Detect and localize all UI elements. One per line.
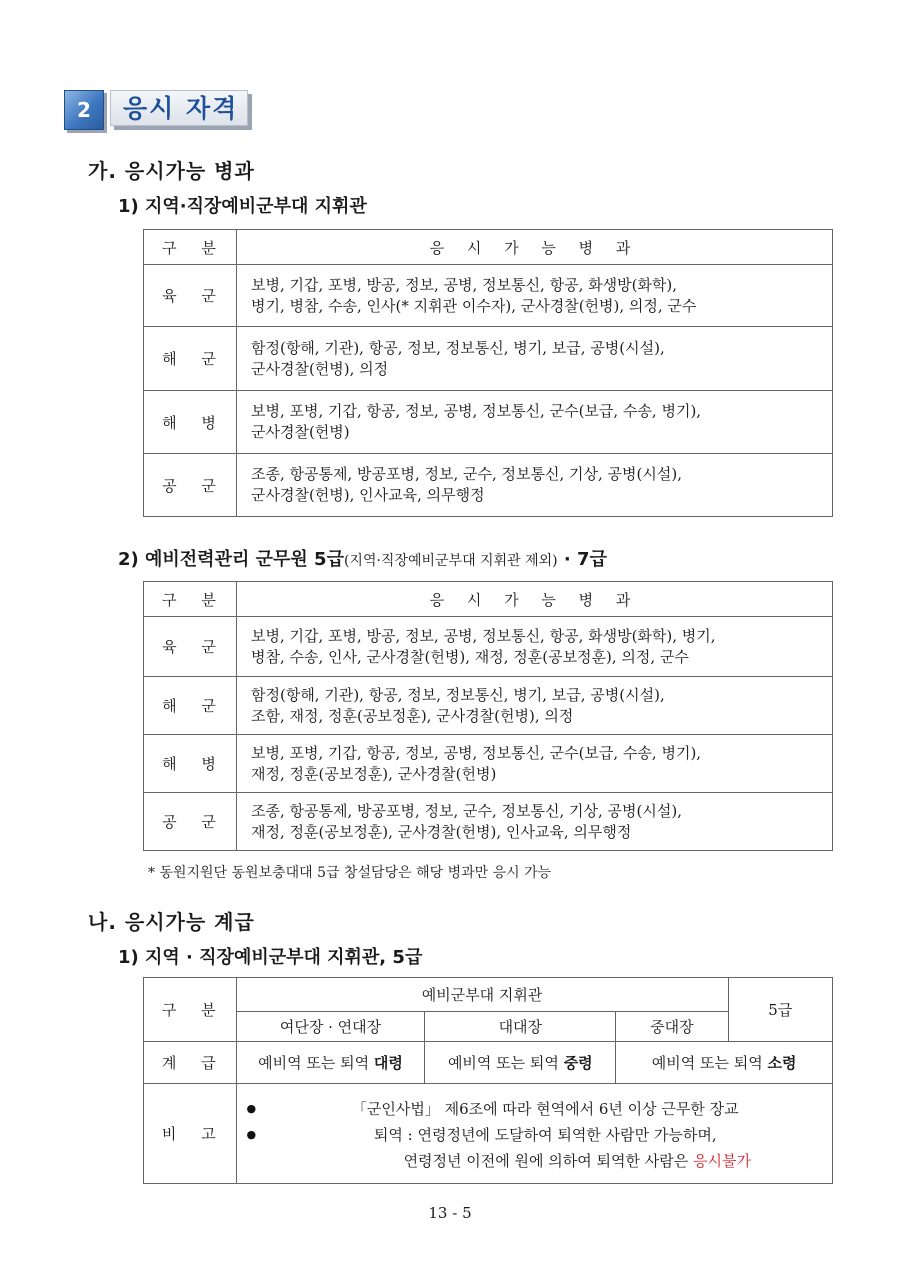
ranks-table	[143, 977, 833, 1184]
section-header	[64, 90, 254, 130]
rank-colonel	[236, 1042, 425, 1084]
remark-item: ● 퇴역 : 연령정년에 도달하여 퇴역한 사람만 가능하며,	[247, 1122, 824, 1148]
header-category: 구 분	[144, 582, 237, 617]
row-category: 해 군	[144, 677, 237, 735]
branches-line: 재정, 정훈(공보정훈), 군사경찰(헌병)	[251, 764, 497, 783]
header-branches: 응 시 가 능 병 과	[237, 582, 833, 617]
branches-line: 병참, 수송, 인사, 군사경찰(헌병), 재정, 정훈(공보정훈), 의정, 군수	[251, 647, 689, 666]
subheader-brigade-regiment: 여단장 · 연대장	[236, 1012, 425, 1042]
ranks-header-row	[144, 978, 833, 1012]
branches-line: 보병, 기갑, 포병, 방공, 정보, 공병, 정보통신, 항공, 화생방(화학),	[251, 275, 678, 294]
branches-line: 병기, 병참, 수송, 인사(* 지휘관 이수자), 군사경찰(헌병), 의정, 군수	[251, 296, 697, 315]
row-branches	[237, 391, 833, 454]
remark-highlight: 응시불가	[693, 1151, 751, 1170]
branches-line: 함정(항해, 기관), 항공, 정보, 정보통신, 병기, 보급, 공병(시설),	[251, 338, 665, 357]
section-title: 응시 자격	[110, 90, 248, 126]
row-category: 공 군	[144, 454, 237, 517]
page-number: 13 - 5	[428, 1204, 472, 1222]
branches-line: 보병, 기갑, 포병, 방공, 정보, 공병, 정보통신, 항공, 화생방(화학), 병기,	[251, 626, 716, 645]
rank-prefix: 예비역 또는 퇴역	[447, 1054, 564, 1072]
branches-table-civilian	[143, 581, 833, 851]
rank-lt-colonel	[425, 1042, 616, 1084]
rank-value: 중령	[563, 1054, 593, 1072]
branches-line: 조종, 항공통제, 방공포병, 정보, 군수, 정보통신, 기상, 공병(시설),	[251, 465, 682, 483]
row-branches	[237, 677, 833, 735]
row-branches	[237, 617, 833, 677]
header-category: 구 분	[144, 230, 237, 265]
remarks-row	[144, 1084, 833, 1184]
header-grade5: 5급	[728, 978, 832, 1042]
row-branches	[237, 327, 833, 391]
remarks-label: 비 고	[144, 1084, 237, 1184]
table-header-row	[144, 230, 833, 265]
table-row	[144, 327, 833, 391]
heading-eligible-ranks: 나. 응시가능 계급	[88, 910, 255, 934]
branches-line: 군사경찰(헌병), 의정	[251, 359, 389, 378]
branches-table-commander	[143, 229, 833, 517]
table-row	[144, 793, 833, 851]
table-row	[144, 391, 833, 454]
table-header-row	[144, 582, 833, 617]
remark-text: 연령정년 이전에 원에 의하여 퇴역한 사람은	[403, 1151, 693, 1170]
remarks-content	[236, 1084, 832, 1184]
header-branches: 응 시 가 능 병 과	[237, 230, 833, 265]
header-category: 구 분	[144, 978, 237, 1042]
row-branches	[237, 735, 833, 793]
subheader-company: 중대장	[616, 1012, 728, 1042]
header-commander: 예비군부대 지휘관	[236, 978, 728, 1012]
subheading-main: 2) 예비전력관리 군무원 5급	[118, 549, 344, 570]
branches-line: 군사경찰(헌병), 인사교육, 의무행정	[251, 486, 485, 504]
rank-value: 대령	[373, 1054, 403, 1072]
rank-prefix: 예비역 또는 퇴역	[258, 1054, 374, 1072]
branches-line: 재정, 정훈(공보정훈), 군사경찰(헌병), 인사교육, 의무행정	[251, 822, 632, 841]
branches-line: 조종, 항공통제, 방공포병, 정보, 군수, 정보통신, 기상, 공병(시설),	[251, 801, 682, 820]
row-category: 해 병	[144, 735, 237, 793]
row-branches	[237, 265, 833, 327]
heading-eligible-branches: 가. 응시가능 병과	[88, 159, 255, 183]
row-category: 육 군	[144, 265, 237, 327]
rank-prefix: 예비역 또는 퇴역	[651, 1054, 768, 1072]
row-category: 해 군	[144, 327, 237, 391]
branches-line: 조함, 재정, 정훈(공보정훈), 군사경찰(헌병), 의정	[251, 706, 574, 725]
remark-continuation	[247, 1148, 824, 1174]
row-category: 공 군	[144, 793, 237, 851]
table-row	[144, 265, 833, 327]
rank-value: 소령	[767, 1054, 797, 1072]
rank-label: 계 급	[144, 1042, 237, 1084]
subheader-battalion: 대대장	[425, 1012, 616, 1042]
table-row	[144, 677, 833, 735]
subheading-note: (지역·직장예비군부대 지휘관 제외)	[343, 553, 558, 569]
rank-major	[616, 1042, 833, 1084]
section-number-badge: 2	[64, 90, 104, 130]
subheading-reserve-commander: 1) 지역·직장예비군부대 지휘관	[118, 196, 367, 217]
row-branches	[237, 454, 833, 517]
table-row	[144, 454, 833, 517]
table-row	[144, 735, 833, 793]
row-branches	[237, 793, 833, 851]
row-category: 해 병	[144, 391, 237, 454]
ranks-row	[144, 1042, 833, 1084]
remark-item: ● 「군인사법」 제6조에 따라 현역에서 6년 이상 근무한 장교	[247, 1096, 824, 1122]
branches-line: 군사경찰(헌병)	[251, 423, 350, 441]
branches-line: 보병, 포병, 기갑, 항공, 정보, 공병, 정보통신, 군수(보급, 수송, 병기),	[251, 402, 702, 420]
subheading-reserve-civilian	[118, 545, 607, 571]
table-row	[144, 617, 833, 677]
branches-line: 보병, 포병, 기갑, 항공, 정보, 공병, 정보통신, 군수(보급, 수송, 병기),	[251, 743, 702, 762]
footnote: * 동원지원단 동원보충대대 5급 창설담당은 해당 병과만 응시 가능	[148, 865, 552, 881]
branches-line: 함정(항해, 기관), 항공, 정보, 정보통신, 병기, 보급, 공병(시설),	[251, 685, 665, 704]
subheading-ranks-commander: 1) 지역 · 직장예비군부대 지휘관, 5급	[118, 947, 423, 968]
subheading-grade7: · 7급	[557, 549, 607, 570]
row-category: 육 군	[144, 617, 237, 677]
